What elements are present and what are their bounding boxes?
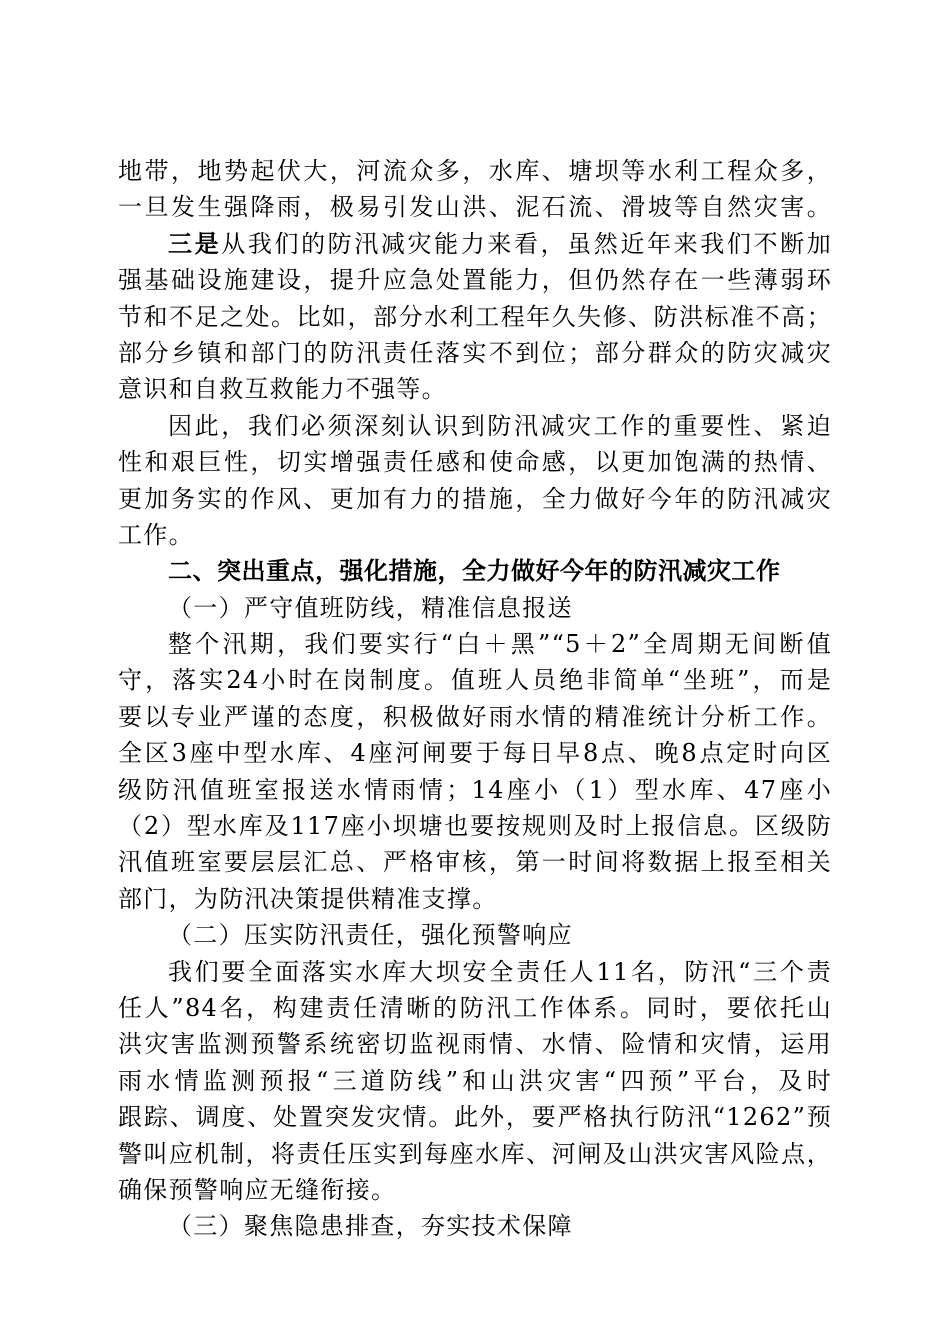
paragraph-line: 跟踪、调度、处置突发灾情。此外，要严格执行防汛“1262”预 [118, 1103, 832, 1132]
paragraph-line: 部分乡镇和部门的防汛责任落实不到位；部分群众的防灾减灾 [118, 338, 832, 367]
paragraph-line: 因此，我们必须深刻认识到防汛减灾工作的重要性、紧迫 [168, 411, 832, 440]
document-body [118, 153, 832, 1245]
paragraph-line: 更加务实的作风、更加有力的措施，全力做好今年的防汛减灾 [118, 484, 832, 513]
paragraph-line [118, 226, 832, 262]
paragraph-text: 从我们的防汛减灾能力来看，虽然近年来我们不断加 [221, 229, 832, 258]
paragraph-line: 守，落实24小时在岗制度。值班人员绝非简单“坐班”，而是 [118, 666, 832, 695]
paragraph-line: 性和艰巨性，切实增强责任感和使命感，以更加饱满的热情、 [118, 448, 832, 477]
subsection-heading: （一）严守值班防线，精准信息报送 [168, 593, 573, 622]
paragraph-line: 我们要全面落实水库大坝安全责任人11名，防汛“三个责 [168, 957, 832, 986]
paragraph-line: 工作。 [118, 520, 194, 549]
paragraph-line: 确保预警响应无缝衔接。 [118, 1175, 397, 1204]
paragraph-line: 意识和自救互救能力不强等。 [118, 375, 447, 404]
section-heading: 二、突出重点，强化措施，全力做好今年的防汛减灾工作 [168, 557, 781, 586]
subsection-heading: （二）压实防汛责任，强化预警响应 [168, 921, 573, 950]
paragraph-line: 一旦发生强降雨，极易引发山洪、泥石流、滑坡等自然灾害。 [118, 193, 832, 222]
paragraph-line: 级防汛值班室报送水情雨情；14座小（1）型水库、47座小 [118, 775, 832, 804]
paragraph-line: 汛值班室要层层汇总、严格审核，第一时间将数据上报至相关 [118, 848, 832, 877]
paragraph-line: 整个汛期，我们要实行“白＋黑”“5＋2”全周期无间断值 [168, 630, 832, 659]
paragraph-line: 洪灾害监测预警系统密切监视雨情、水情、险情和灾情，运用 [118, 1030, 832, 1059]
point-lead: 三是 [168, 229, 222, 258]
paragraph-line: 要以专业严谨的态度，积极做好雨水情的精准统计分析工作。 [118, 702, 832, 731]
paragraph-line: 地带，地势起伏大，河流众多，水库、塘坝等水利工程众多， [118, 157, 832, 185]
subsection-heading: （三）聚焦隐患排查，夯实技术保障 [168, 1212, 573, 1241]
paragraph-line: 全区3座中型水库、4座河闸要于每日早8点、晚8点定时向区 [118, 739, 832, 768]
paragraph-line: 警叫应机制，将责任压实到每座水库、河闸及山洪灾害风险点， [118, 1139, 832, 1168]
paragraph-line: （2）型水库及117座小坝塘也要按规则及时上报信息。区级防 [118, 812, 832, 841]
paragraph-line: 节和不足之处。比如，部分水利工程年久失修、防洪标准不高； [118, 302, 832, 331]
paragraph-line: 强基础设施建设，提升应急处置能力，但仍然存在一些薄弱环 [118, 266, 832, 295]
paragraph-line: 雨水情监测预报“三道防线”和山洪灾害“四预”平台，及时 [118, 1066, 832, 1095]
paragraph-line: 任人”84名，构建责任清晰的防汛工作体系。同时，要依托山 [118, 993, 832, 1022]
paragraph-line: 部门，为防汛决策提供精准支撑。 [118, 884, 498, 913]
